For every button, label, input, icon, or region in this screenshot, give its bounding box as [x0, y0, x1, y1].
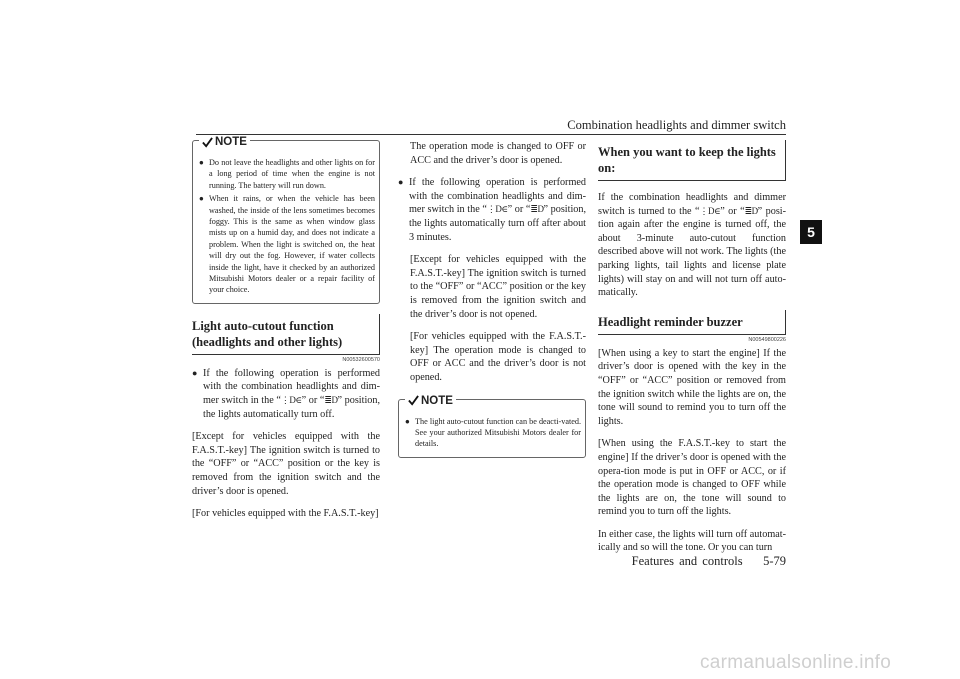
bullet-icon: ● [199, 194, 204, 204]
column-2 [398, 140, 586, 458]
paragraph: [When using a key to start the engine] If the driver’s door is opened with the key in the “OFF” or “ACC” position or removed from the ignition switch while the lights are on, the tone will sound to remind you to turn off the lights. [598, 347, 786, 427]
parking-light-icon: ⋮D∈ [280, 395, 302, 406]
paragraph: [Except for vehicles equipped with the F.A.S.T.-key] The ignition switch is turned to the “OFF” or “ACC” position or the key is removed from the ignition switch and the driver’s door is opened. [192, 431, 380, 497]
watermark: carmanualsonline.info [700, 652, 892, 673]
note-box-2 [398, 394, 586, 458]
note-check-icon [202, 137, 213, 148]
paragraph: If the combination headlights and dimmer switch is turned to the “⋮D∈” or “≣D” posi-tion again after the engine is turned off, the about 3-minute auto-cutout function described above will not work. The lights (the parking lights, tail lights and license plate lights) will stay on and will not turn off auto-matically. [598, 192, 787, 299]
bullet-icon: ● [398, 177, 404, 188]
bullet-icon: ● [405, 416, 410, 426]
page-number: 5-79 [763, 554, 786, 568]
footer-section: Features and controls [631, 554, 743, 568]
running-header-title: Combination headlights and dimmer switch [567, 118, 786, 132]
note-item: ● Do not leave the headlights and other lights on for a long period of time when the engine is not running. The battery will run down. [199, 158, 375, 190]
section-heading: When you want to keep the lights on: [598, 140, 786, 181]
headlight-icon: ≣D [744, 205, 758, 216]
note-label: NOTE [405, 395, 456, 407]
parking-light-icon: ⋮D∈ [699, 205, 721, 216]
chapter-tab: 5 [800, 220, 822, 244]
note-item: ● When it rains, or when the vehicle has been washed, the inside of the lens sometimes becomes foggy. This is the same as when window glass mists up on a humid day, and does not indicate a problem. When the light is switched on, the heat will dry out the fog. However, if water collects inside the light, have it checked by an authorized Mitsubishi Motors dealer or a repair facility of your choice. [199, 194, 375, 295]
note-box-1 [192, 136, 380, 304]
headlight-icon: ≣D [324, 395, 338, 406]
paragraph: [For vehicles equipped with the F.A.S.T.-key] [192, 508, 379, 520]
bullet-paragraph: ● If the following operation is performed with the combination headlights and dim-mer switch in the “⋮D∈” or “≣D” position, the lights automatically turn off after about 3 minutes. [398, 177, 587, 243]
note-item: ● The light auto-cutout function can be deacti-vated. See your authorized Mitsubishi Motors dealer for details. [405, 416, 581, 449]
paragraph: [For vehicles equipped with the F.A.S.T.-key] The operation mode is changed to OFF or ACC and the driver’s door is not opened. [410, 331, 586, 383]
bullet-icon: ● [192, 367, 198, 378]
paragraph: The operation mode is changed to OFF or ACC and the driver’s door is opened. [410, 141, 586, 166]
note-check-icon [408, 395, 419, 406]
bullet-paragraph: ● If the following operation is performed with the combination headlights and dim-mer switch in the “⋮D∈” or “≣D” position, the lights automatically turn off. [192, 367, 381, 420]
headlight-icon: ≣D [530, 204, 544, 215]
column-3 [598, 140, 786, 555]
doc-code: N00549800226 [748, 336, 786, 343]
paragraph: [Except for vehicles equipped with the F.A.S.T.-key] The ignition switch is turned to the “OFF” or “ACC” position or the key is removed from the ignition switch and the driver’s door is not opened. [410, 254, 586, 320]
bullet-icon: ● [199, 158, 204, 167]
column-1 [192, 136, 381, 521]
page-footer [632, 554, 786, 569]
section-heading: Headlight reminder buzzer [598, 310, 786, 335]
parking-light-icon: ⋮D∈ [486, 204, 508, 215]
note-label: NOTE [199, 136, 250, 148]
header-rule [196, 134, 786, 135]
doc-code: N00532600570 [342, 356, 380, 363]
section-heading: Light auto-cutout function (headlights and other lights) [192, 314, 380, 355]
paragraph: In either case, the lights will turn off automat-ically and so will the tone. Or you can turn [598, 528, 786, 554]
paragraph: [When using the F.A.S.T.-key to start the engine] If the driver’s door is opened with the opera-tion mode is put in OFF or ACC, or if the operation mode is changed to OFF while the lights are on, the tone will sound to remind you to turn off the lights. [598, 438, 786, 518]
